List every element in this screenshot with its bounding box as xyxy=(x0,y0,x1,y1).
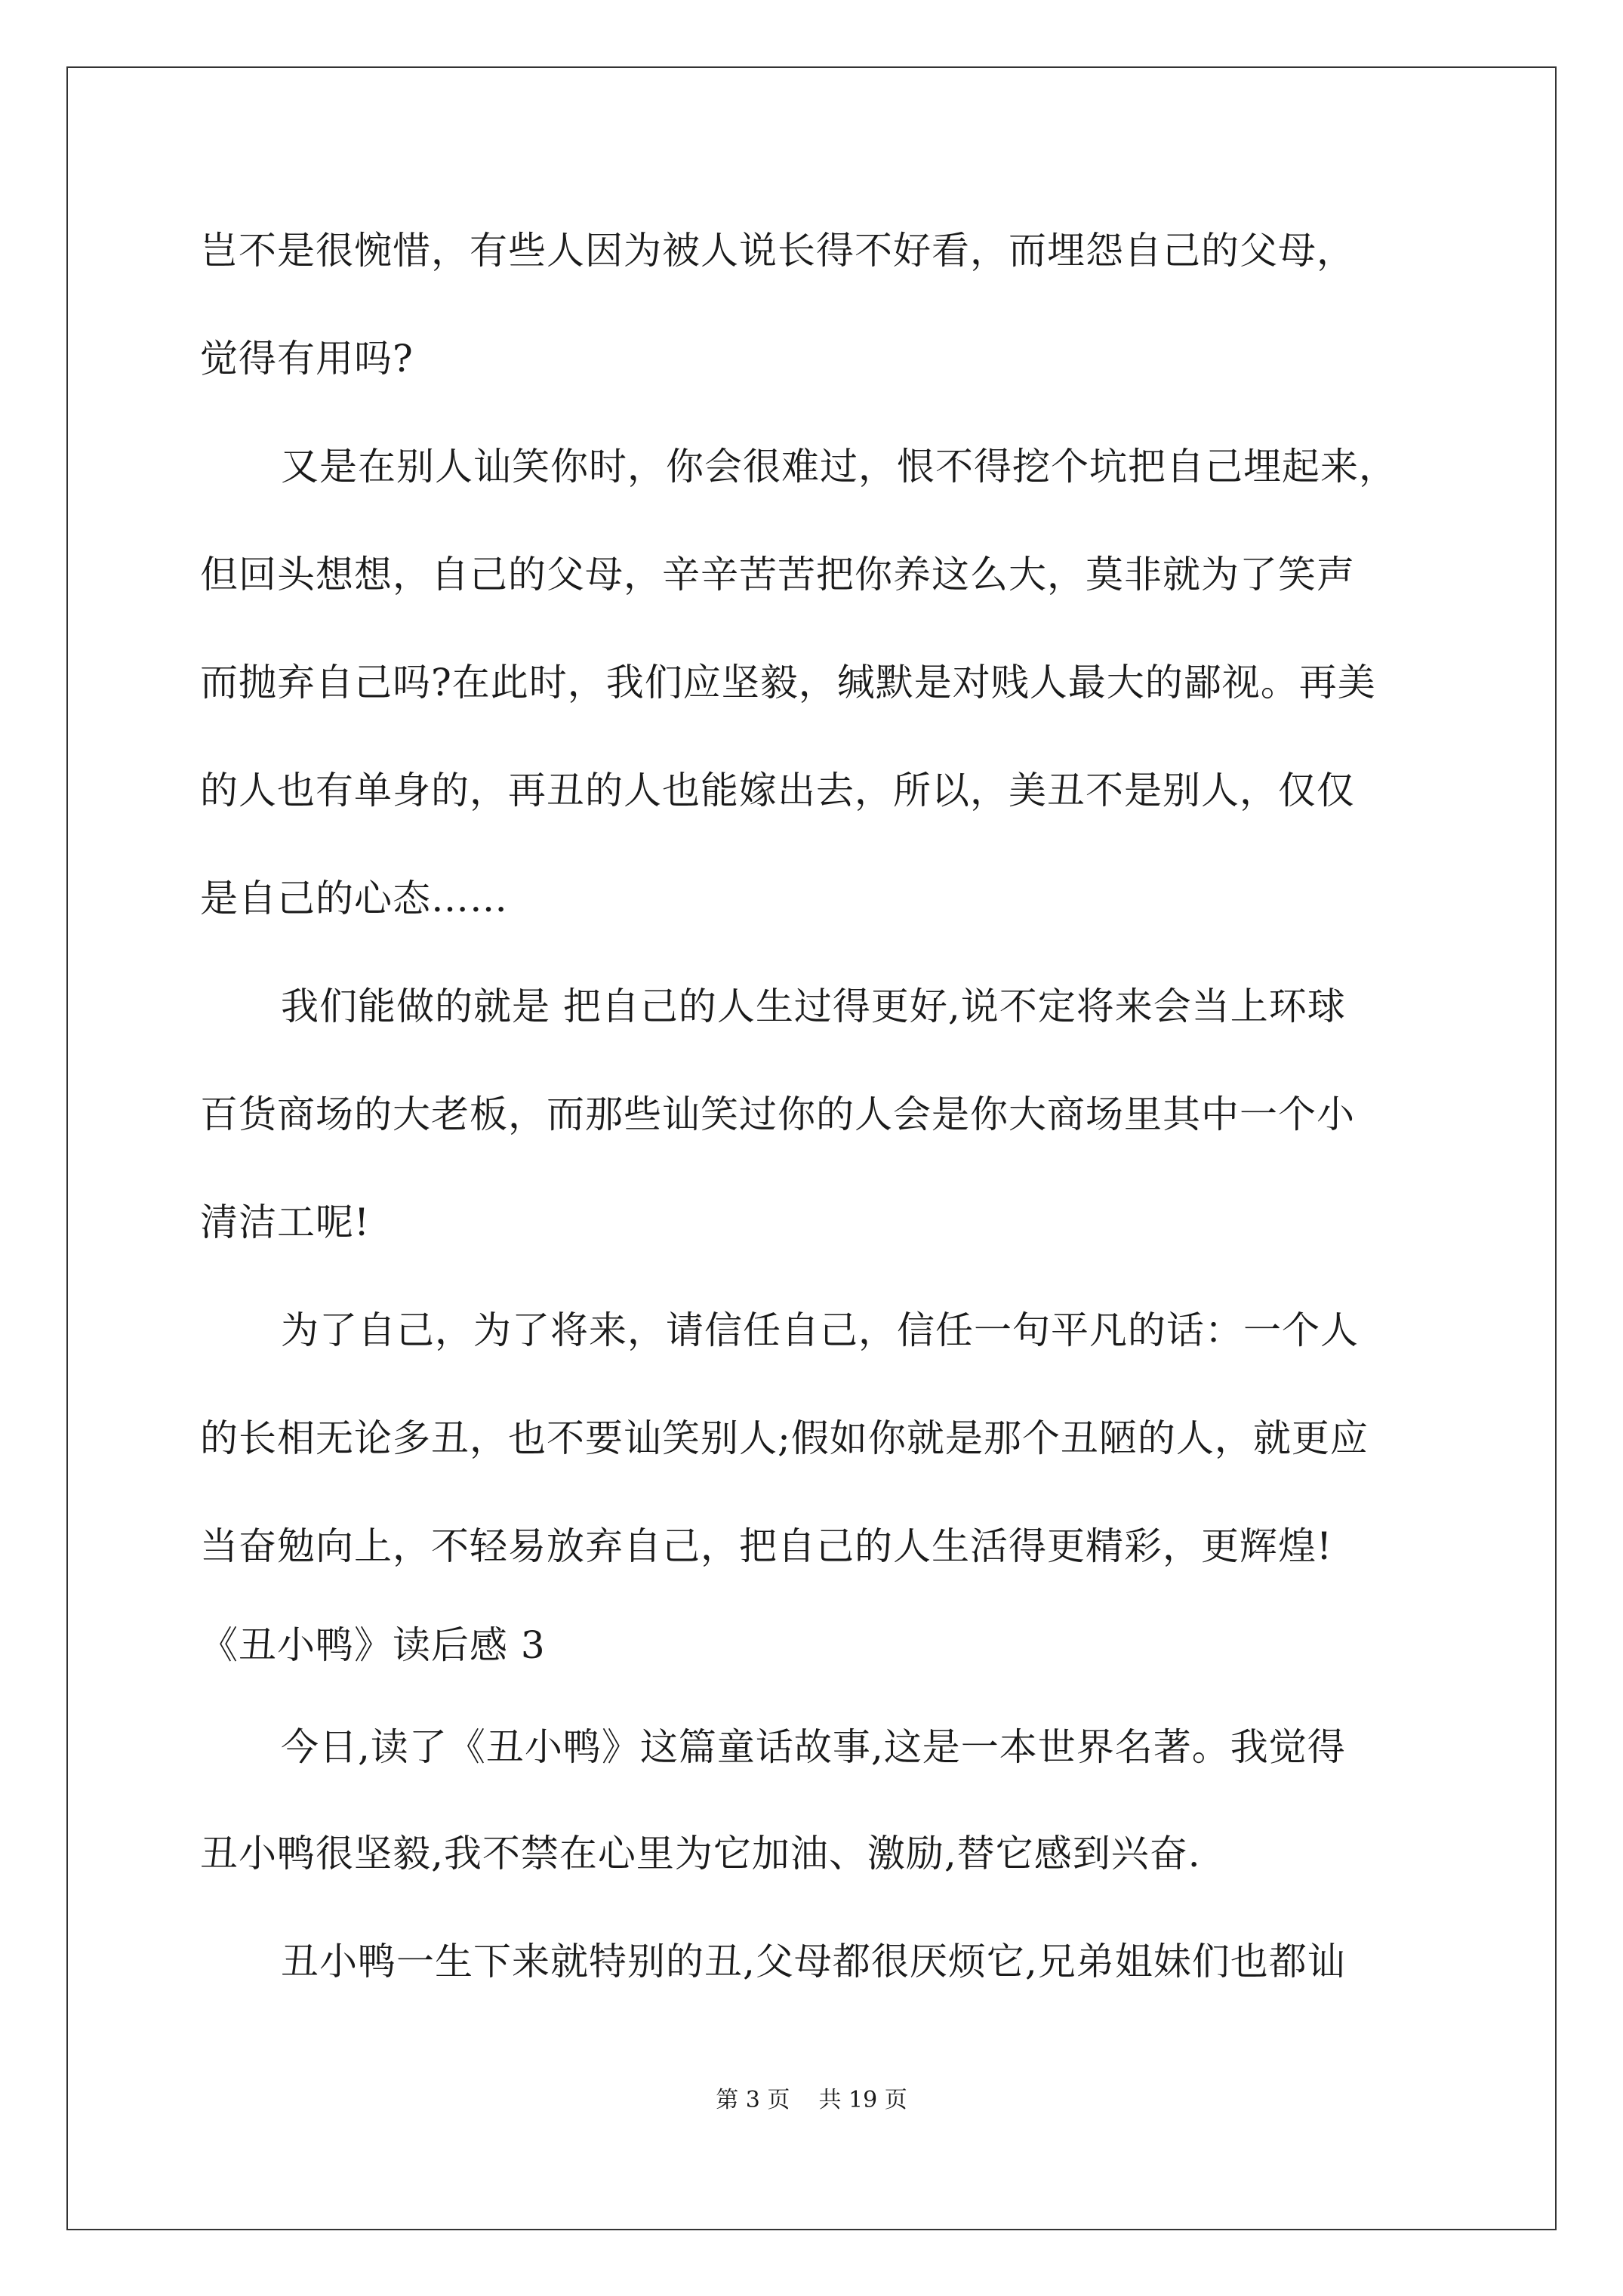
paragraph-start-line: 丑小鸭一生下来就特别的丑,父母都很厌烦它,兄弟姐妹们也都讪 xyxy=(281,1940,1346,1983)
text-line: 是自己的心态…… xyxy=(200,877,508,920)
text-line: 而抛弃自己吗?在此时，我们应坚毅，缄默是对贱人最大的鄙视。再美 xyxy=(200,661,1376,704)
page-border xyxy=(66,66,1557,2230)
paragraph-start-line: 我们能做的就是 把自己的人生过得更好,说不定将来会当上环球 xyxy=(281,985,1346,1028)
text-line: 的人也有单身的，再丑的人也能嫁出去，所以，美丑不是别人，仅仅 xyxy=(200,769,1355,812)
text-line: 但回头想想，自己的父母，辛辛苦苦把你养这么大，莫非就为了笑声 xyxy=(200,553,1355,596)
text-line: 当奋勉向上，不轻易放弃自己，把自己的人生活得更精彩，更辉煌! xyxy=(200,1524,1333,1568)
page-number-footer: 第 3 页 共 19 页 xyxy=(716,2087,907,2113)
text-line: 百货商场的大老板，而那些讪笑过你的人会是你大商场里其中一个小 xyxy=(200,1093,1355,1136)
paragraph-start-line: 又是在别人讪笑你时，你会很难过，恨不得挖个坑把自己埋起来， xyxy=(281,445,1397,488)
text-line: 觉得有用吗? xyxy=(200,337,414,381)
paragraph-start-line: 今日,读了《丑小鸭》这篇童话故事,这是一本世界名著。我觉得 xyxy=(281,1725,1346,1769)
paragraph-start-line: 为了自己，为了将来，请信任自己，信任一句平凡的话：一个人 xyxy=(281,1308,1359,1352)
text-line: 的长相无论多丑，也不要讪笑别人;假如你就是那个丑陋的人，就更应 xyxy=(200,1416,1369,1460)
text-line: 清洁工呢! xyxy=(200,1200,371,1244)
text-line: 岂不是很惋惜，有些人因为被人说长得不好看，而埋怨自己的父母， xyxy=(200,229,1355,273)
section-heading: 《丑小鸭》读后感 3 xyxy=(200,1623,546,1667)
text-line: 丑小鸭很坚毅,我不禁在心里为它加油、激励,替它感到兴奋. xyxy=(200,1832,1201,1875)
